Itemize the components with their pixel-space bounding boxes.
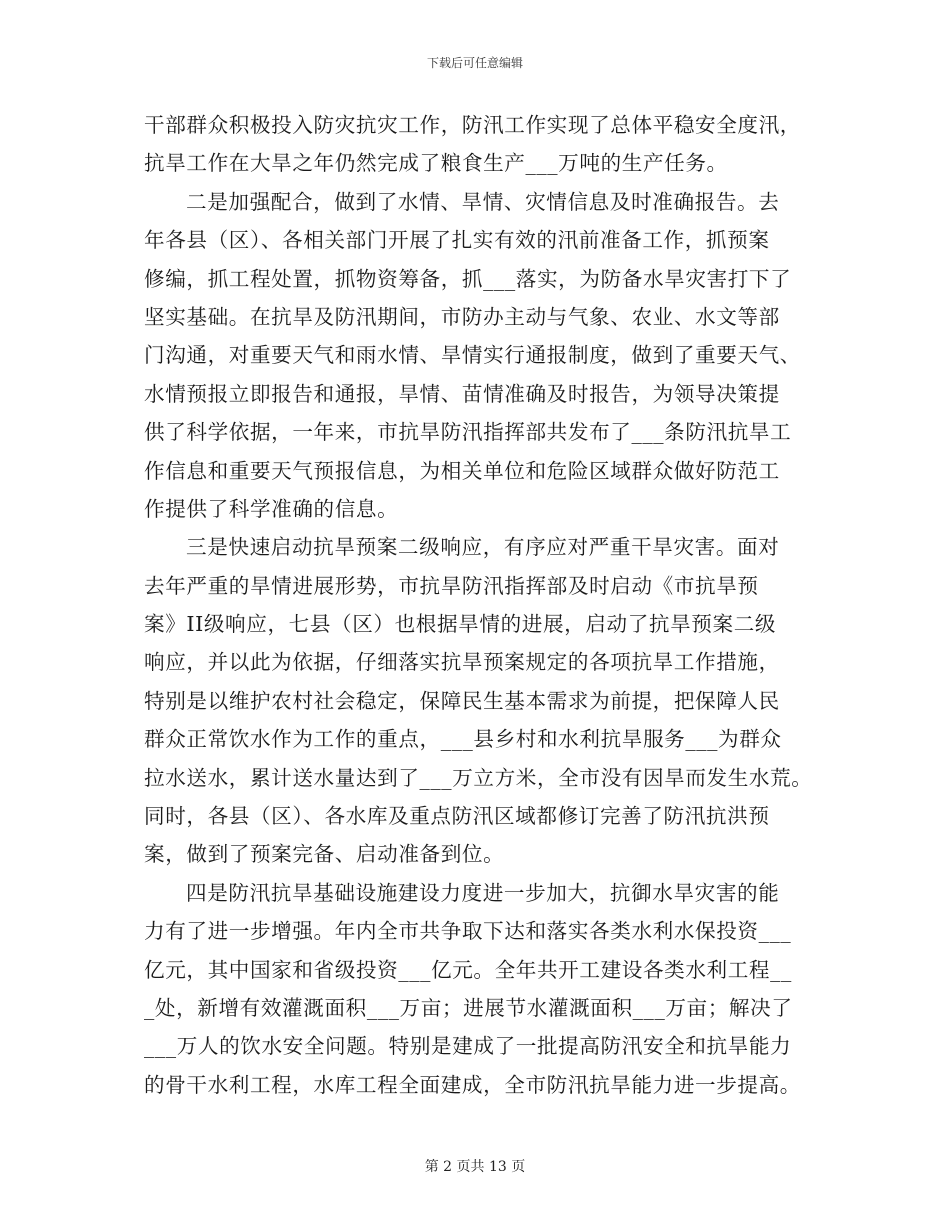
text-line: 的骨干水利工程，水库工程全面建成，全市防汛抗旱能力进一步提高。 [144,1072,802,1097]
page-header: 下载后可任意编辑 [426,56,523,70]
text-line: _处，新增有效灌溉面积___万亩；进展节水灌溉面积___万亩；解决了 [144,995,793,1020]
text-line: 案》II级响应，七县（区）也根据旱情的进展，启动了抗旱预案二级 [144,612,777,637]
text-line: 水情预报立即报告和通报，旱情、苗情准确及时报告，为领导决策提 [144,381,780,406]
text-line: 坚实基础。在抗旱及防汛期间，市防办主动与气象、农业、水文等部 [144,304,780,329]
text-line: 响应，并以此为依据，仔细落实抗旱预案规定的各项抗旱工作措施， [144,650,780,675]
text-line: ___万人的饮水安全问题。特别是建成了一批提高防汛安全和抗旱能力 [144,1034,792,1059]
text-line: 作信息和重要天气预报信息，为相关单位和危险区域群众做好防范工 [144,458,780,483]
text-line: 群众正常饮水作为工作的重点，___县乡村和水利抗旱服务___为群众 [144,727,782,752]
document-body [144,106,824,1104]
text-line: 干部群众积极投入防灾抗灾工作，防汛工作实现了总体平稳安全度汛， [144,113,802,137]
text-line: 修编，抓工程处置，抓物资筹备，抓___落实，为防备水旱灾害打下了 [144,266,792,291]
text-line: 同时，各县（区）、各水库及重点防汛区域都修订完善了防汛抗洪预 [144,804,770,829]
text-line: 年各县（区）、各相关部门开展了扎实有效的汛前准备工作，抓预案 [144,228,770,253]
text-line: 力有了进一步增强。年内全市共争取下达和落实各类水利水保投资___ [144,919,792,944]
text-line: 亿元，其中国家和省级投资___亿元。全年共开工建设各类水利工程__ [144,957,792,982]
text-line: 供了科学依据，一年来，市抗旱防汛指挥部共发布了___条防汛抗旱工 [144,420,792,445]
text-line: 特别是以维护农村社会稳定，保障民生基本需求为前提，把保障人民 [144,688,780,713]
paragraph-start-line: 三是快速启动抗旱预案二级响应，有序应对严重干旱灾害。面对 [186,535,780,560]
paragraph-start-line: 二是加强配合，做到了水情、旱情、灾情信息及时准确报告。去 [186,189,780,214]
text-line: 门沟通，对重要天气和雨水情、旱情实行通报制度，做到了重要天气、 [144,343,802,368]
text-line: 去年严重的旱情进展形势，市抗旱防汛指挥部及时启动《市抗旱预 [144,573,759,598]
text-line: 案，做到了预案完备、启动准备到位。 [144,842,505,867]
paragraph-start-line: 四是防汛抗旱基础设施建设力度进一步加大，抗御水旱灾害的能 [186,880,780,905]
text-line: 抗旱工作在大旱之年仍然完成了粮食生产___万吨的生产任务。 [144,151,728,176]
text-line: 作提供了科学准确的信息。 [144,496,399,521]
text-line: 拉水送水，累计送水量达到了___万立方米，全市没有因旱而发生水荒。 [144,765,813,790]
page-footer: 第 2 页共 13 页 [424,1159,526,1175]
